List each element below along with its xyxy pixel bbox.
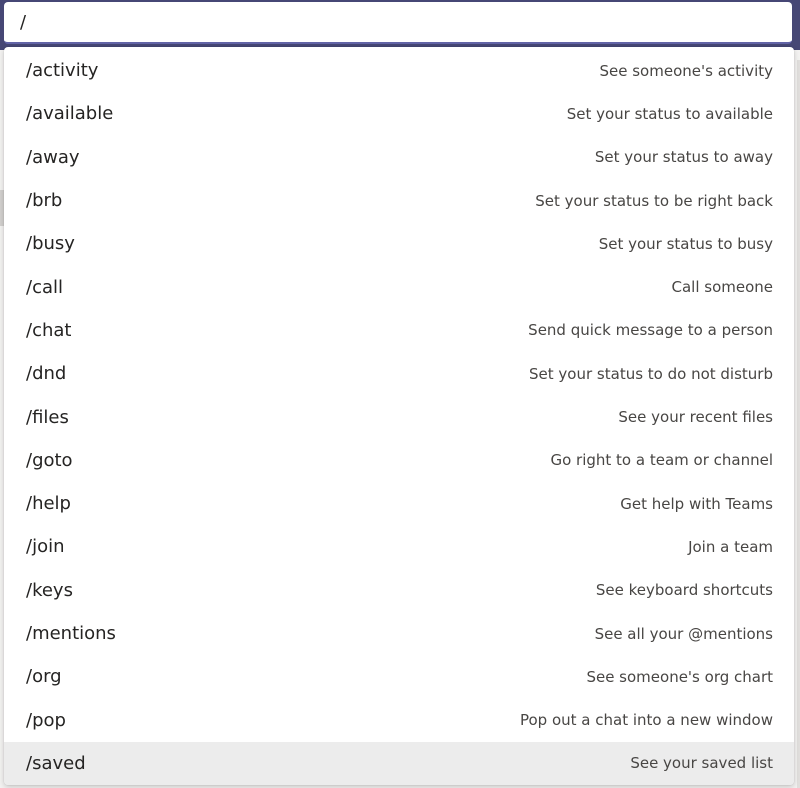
command-description: Join a team	[688, 537, 773, 556]
command-name: /busy	[26, 233, 75, 255]
command-item-away[interactable]	[4, 136, 794, 179]
command-description: Pop out a chat into a new window	[519, 711, 773, 730]
command-item-org[interactable]	[4, 655, 794, 698]
command-description: See your recent files	[618, 408, 773, 427]
command-input[interactable]	[4, 2, 792, 42]
command-description: Set your status to be right back	[535, 191, 773, 210]
command-name: /chat	[26, 319, 72, 341]
command-item-available[interactable]	[4, 92, 794, 135]
command-item-mentions[interactable]	[4, 612, 794, 655]
command-description: Send quick message to a person	[528, 321, 773, 340]
command-item-join[interactable]	[4, 525, 794, 568]
command-name: /keys	[26, 579, 73, 601]
command-name: /help	[26, 493, 71, 515]
command-description: Set your status to available	[566, 104, 773, 123]
command-description: See all your @mentions	[594, 624, 773, 643]
command-name: /activity	[26, 60, 99, 82]
command-item-goto[interactable]	[4, 439, 794, 482]
command-name: /brb	[26, 190, 63, 212]
command-name: /available	[26, 103, 114, 125]
command-name: /join	[26, 536, 65, 558]
command-item-call[interactable]	[4, 265, 794, 308]
command-name: /org	[26, 666, 62, 688]
command-name: /dnd	[26, 363, 67, 385]
command-list	[4, 47, 794, 785]
command-box[interactable]	[4, 2, 792, 44]
command-suggestions-list	[4, 47, 794, 785]
command-name: /pop	[26, 709, 66, 731]
command-item-brb[interactable]	[4, 179, 794, 222]
command-description: Set your status to busy	[598, 234, 773, 253]
command-name: /call	[26, 276, 63, 298]
command-description: Set your status to do not disturb	[529, 364, 773, 383]
command-description: Call someone	[671, 278, 773, 297]
command-item-keys[interactable]	[4, 569, 794, 612]
command-description: Set your status to away	[594, 148, 773, 167]
command-name: /goto	[26, 449, 73, 471]
command-description: See someone's org chart	[586, 667, 773, 686]
command-description: See someone's activity	[599, 61, 773, 80]
command-description: Go right to a team or channel	[550, 451, 773, 470]
command-name: /away	[26, 146, 80, 168]
command-name: /files	[26, 406, 69, 428]
command-name: /mentions	[26, 623, 116, 644]
command-description: Get help with Teams	[620, 494, 773, 513]
command-description: See keyboard shortcuts	[595, 581, 773, 600]
command-name: /saved	[26, 752, 86, 774]
command-item-chat[interactable]	[4, 309, 794, 352]
command-item-pop[interactable]	[4, 698, 794, 741]
command-item-saved[interactable]	[4, 742, 794, 785]
command-item-dnd[interactable]	[4, 352, 794, 395]
command-item-help[interactable]	[4, 482, 794, 525]
command-description: See your saved list	[630, 754, 773, 773]
command-item-activity[interactable]	[4, 49, 794, 92]
command-item-busy[interactable]	[4, 222, 794, 265]
command-item-files[interactable]	[4, 395, 794, 438]
